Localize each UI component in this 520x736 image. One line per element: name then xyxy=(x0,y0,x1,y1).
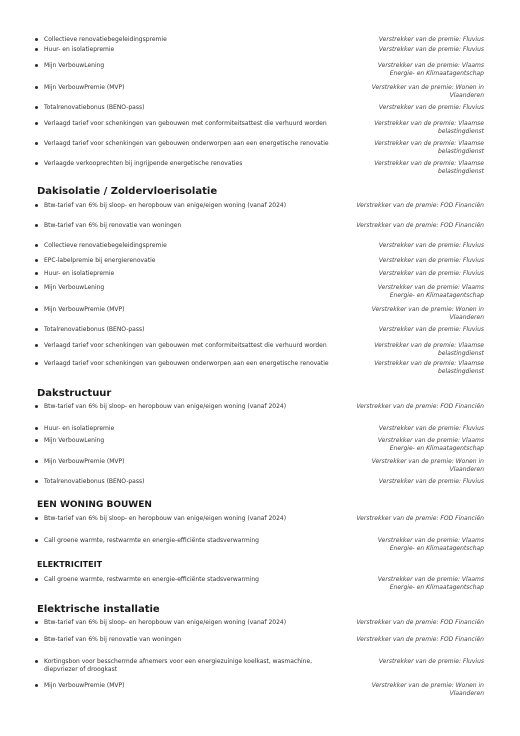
premium-name: Huur- en isolatiepremie xyxy=(44,425,115,432)
bullet-icon xyxy=(35,684,38,687)
bullet-icon xyxy=(35,286,38,289)
premium-provider: Verstrekker van de premie: Vlaamse belastingdienst xyxy=(374,360,484,375)
premium-provider: Verstrekker van de premie: Fluvius xyxy=(378,36,484,43)
premium-name: Mijn VerbouwLening xyxy=(44,62,105,69)
premium-provider: Verstrekker van de premie: Vlaams Energie- en Klimaatagentschap xyxy=(377,537,484,552)
premium-provider: Verstrekker van de premie: Wonen in Vlaanderen xyxy=(371,84,484,99)
bullet-icon xyxy=(35,539,38,542)
section-heading: Elektrische installatie xyxy=(37,604,160,615)
premium-row xyxy=(0,360,520,384)
bullet-icon xyxy=(35,460,38,463)
premium-name: EPC-labelpremie bij energierenovatie xyxy=(44,257,156,264)
premium-row xyxy=(0,403,520,427)
premium-provider: Verstrekker van de premie: Fluvius xyxy=(378,478,484,485)
premium-name: Btw-tarief van 6% bij sloop- en heropbouw van enige/eigen woning (vanaf 2024) xyxy=(44,202,287,209)
section-heading: EEN WONING BOUWEN xyxy=(37,500,152,510)
bullet-icon xyxy=(35,162,38,165)
section-heading: Dakisolatie / Zoldervloerisolatie xyxy=(37,186,218,197)
premium-row xyxy=(0,576,520,600)
premium-provider: Verstrekker van de premie: Fluvius xyxy=(378,46,484,53)
premium-name: Mijn VerbouwLening xyxy=(44,284,105,291)
section-heading: Dakstructuur xyxy=(37,388,112,399)
bullet-icon xyxy=(35,106,38,109)
premium-name: Btw-tarief van 6% bij sloop- en heropbouw van enige/eigen woning (vanaf 2024) xyxy=(44,403,287,410)
premium-provider: Verstrekker van de premie: Vlaamse belastingdienst xyxy=(374,342,484,357)
premium-row xyxy=(0,537,520,561)
bullet-icon xyxy=(35,38,38,41)
bullet-icon xyxy=(35,328,38,331)
premium-row xyxy=(0,284,520,308)
premium-row xyxy=(0,62,520,86)
premium-provider: Verstrekker van de premie: Fluvius xyxy=(378,257,484,264)
premium-name: Totalrenovatiebonus (BENO-pass) xyxy=(44,478,145,485)
premium-provider: Verstrekker van de premie: Wonen in Vlaanderen xyxy=(371,458,484,473)
premium-name: Collectieve renovatiebegeleidingspremie xyxy=(44,36,167,43)
premium-provider: Verstrekker van de premie: FOD Financiën xyxy=(356,619,484,626)
premium-row xyxy=(0,658,520,682)
premium-name: Btw-tarief van 6% bij sloop- en heropbouw van enige/eigen woning (vanaf 2024) xyxy=(44,515,287,522)
premium-name: Btw-tarief van 6% bij renovatie van woningen xyxy=(44,222,182,229)
bullet-icon xyxy=(35,64,38,67)
premium-provider: Verstrekker van de premie: Vlaams Energie- en Klimaatagentschap xyxy=(377,62,484,77)
bullet-icon xyxy=(35,344,38,347)
premium-name: Verlaagde verkooprechten bij ingrijpende energetische renovaties xyxy=(44,160,243,167)
premium-name: Totalrenovatiebonus (BENO-pass) xyxy=(44,326,145,333)
bullet-icon xyxy=(35,405,38,408)
premium-name: Call groene warmte, restwarmte en energie-efficiënte stadsverwarming xyxy=(44,537,259,544)
bullet-icon xyxy=(35,427,38,430)
premium-row xyxy=(0,682,520,706)
bullet-icon xyxy=(35,517,38,520)
premium-name: Mijn VerbouwPremie (MVP) xyxy=(44,458,125,465)
premium-provider: Verstrekker van de premie: Fluvius xyxy=(378,658,484,665)
bullet-icon xyxy=(35,578,38,581)
premium-name: Verlaagd tarief voor schenkingen van gebouwen met conformiteitsattest die verhuurd worden xyxy=(44,120,327,127)
premium-name: Mijn VerbouwPremie (MVP) xyxy=(44,306,125,313)
premium-provider: Verstrekker van de premie: FOD Financiën xyxy=(356,515,484,522)
premium-name: Totalrenovatiebonus (BENO-pass) xyxy=(44,104,145,111)
premium-name: Btw-tarief van 6% bij renovatie van woningen xyxy=(44,636,182,643)
premium-provider: Verstrekker van de premie: Vlaamse belastingdienst xyxy=(374,160,484,175)
premium-name: Mijn VerbouwPremie (MVP) xyxy=(44,682,125,689)
premium-provider: Verstrekker van de premie: FOD Financiën xyxy=(356,202,484,209)
premium-provider: Verstrekker van de premie: Fluvius xyxy=(378,104,484,111)
premium-name: Btw-tarief van 6% bij sloop- en heropbouw van enige/eigen woning (vanaf 2024) xyxy=(44,619,287,626)
premium-name: Call groene warmte, restwarmte en energie-efficiënte stadsverwarming xyxy=(44,576,259,583)
premium-name: Collectieve renovatiebegeleidingspremie xyxy=(44,242,167,249)
premium-name: Verlaagd tarief voor schenkingen van gebouwen onderworpen aan een energetische renovatie xyxy=(44,140,329,147)
section-heading: ELEKTRICITEIT xyxy=(37,560,103,569)
bullet-icon xyxy=(35,224,38,227)
premium-provider: Verstrekker van de premie: FOD Financiën xyxy=(356,403,484,410)
premium-provider: Verstrekker van de premie: Vlaams Energie- en Klimaatagentschap xyxy=(377,576,484,591)
premium-name: Verlaagd tarief voor schenkingen van gebouwen onderworpen aan een energetische renovatie xyxy=(44,360,329,367)
bullet-icon xyxy=(35,86,38,89)
premium-row xyxy=(0,478,520,502)
bullet-icon xyxy=(35,308,38,311)
premium-provider: Verstrekker van de premie: Vlaamse belastingdienst xyxy=(374,120,484,135)
premium-row xyxy=(0,515,520,539)
bullet-icon xyxy=(35,480,38,483)
premium-provider: Verstrekker van de premie: Fluvius xyxy=(378,270,484,277)
premium-provider: Verstrekker van de premie: Vlaamse belastingdienst xyxy=(374,140,484,155)
bullet-icon xyxy=(35,638,38,641)
premium-row xyxy=(0,636,520,660)
premium-name: Huur- en isolatiepremie xyxy=(44,270,115,277)
premium-provider: Verstrekker van de premie: Fluvius xyxy=(378,326,484,333)
premium-provider: Verstrekker van de premie: FOD Financiën xyxy=(356,636,484,643)
bullet-icon xyxy=(35,48,38,51)
premium-name: Verlaagd tarief voor schenkingen van gebouwen met conformiteitsattest die verhuurd worden xyxy=(44,342,327,349)
premium-provider: Verstrekker van de premie: FOD Financiën xyxy=(356,222,484,229)
premium-provider: Verstrekker van de premie: Fluvius xyxy=(378,425,484,432)
bullet-icon xyxy=(35,272,38,275)
premium-name: Mijn VerbouwLening xyxy=(44,437,105,444)
bullet-icon xyxy=(35,259,38,262)
bullet-icon xyxy=(35,621,38,624)
premium-provider: Verstrekker van de premie: Vlaams Energie- en Klimaatagentschap xyxy=(377,284,484,299)
bullet-icon xyxy=(35,660,38,663)
bullet-icon xyxy=(35,362,38,365)
bullet-icon xyxy=(35,204,38,207)
premium-provider: Verstrekker van de premie: Wonen in Vlaanderen xyxy=(371,306,484,321)
premium-provider: Verstrekker van de premie: Fluvius xyxy=(378,242,484,249)
bullet-icon xyxy=(35,122,38,125)
premium-row xyxy=(0,160,520,184)
premium-name: Mijn VerbouwPremie (MVP) xyxy=(44,84,125,91)
premium-provider: Verstrekker van de premie: Wonen in Vlaanderen xyxy=(371,682,484,697)
bullet-icon xyxy=(35,244,38,247)
premium-name: Huur- en isolatiepremie xyxy=(44,46,115,53)
bullet-icon xyxy=(35,439,38,442)
premium-provider: Verstrekker van de premie: Vlaams Energie- en Klimaatagentschap xyxy=(377,437,484,452)
premium-name: Kortingsbon voor besschermde afnemers voor een energiezuinige koelkast, wasmachine, diepvriezer of droogkast xyxy=(44,658,313,673)
bullet-icon xyxy=(35,142,38,145)
